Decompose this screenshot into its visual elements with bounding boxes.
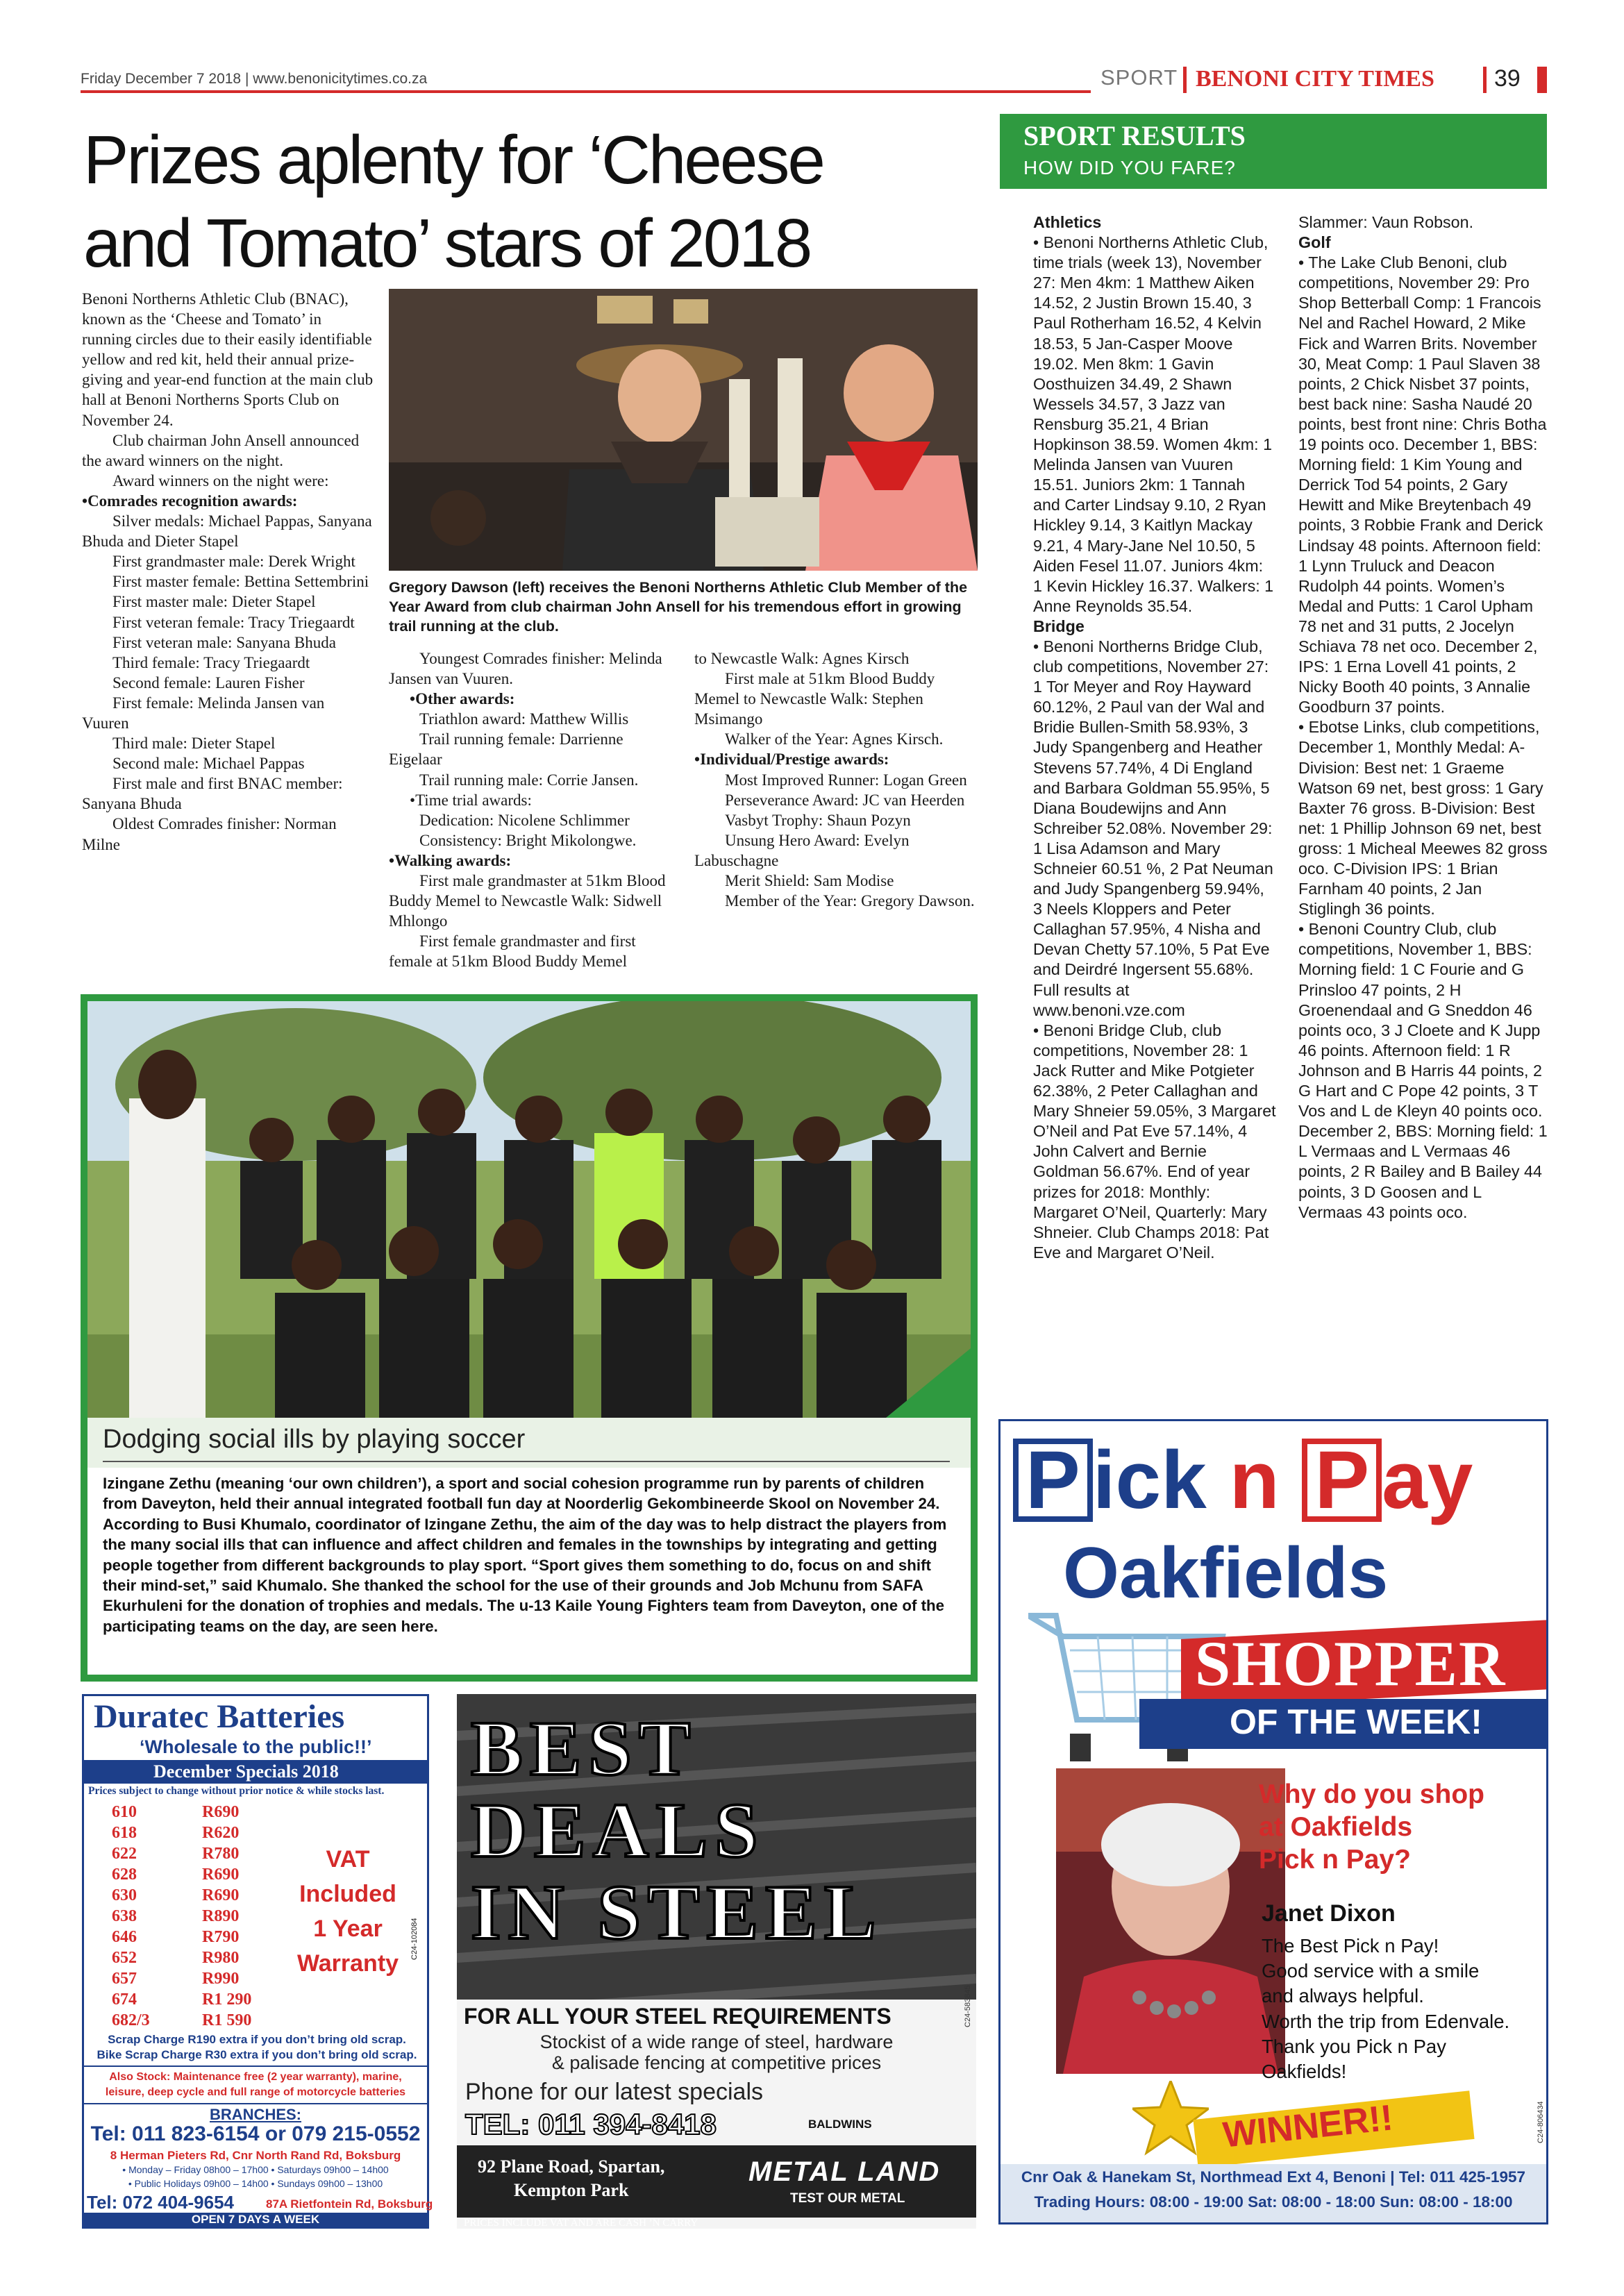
duratec-also: Also Stock: Maintenance free (2 year warranty), marine, leisure, deep cycle and full range of motorcycle batteries	[105, 2071, 406, 2098]
pnp-quote-line: Oakfields!	[1262, 2061, 1347, 2083]
story-intro: Benoni Northerns Athletic Club (BNAC), known as the ‘Cheese and Tomato’ in running circles due to their easily identifiable yellow and red kit, held their annual prize-giving and year-end function at the main club hall at Benoni Northerns Sports Club on November 24.	[82, 290, 374, 429]
award-item: First male grandmaster at 51km Blood Buddy Memel to Newcastle Walk: Sidwell Mhlongo	[389, 872, 666, 930]
award-item: Triathlon award: Matthew Willis	[419, 710, 629, 728]
pnp-hours: Trading Hours: 08:00 - 19:00 Sat: 08:00 - 18:00 Sun: 08:00 - 18:00	[1034, 2193, 1513, 2211]
pnp-logo-p1: P	[1013, 1439, 1093, 1522]
steel-stockist-1: Stockist of a wide range of steel, hardware	[539, 2031, 894, 2052]
award-heading: • Walking awards:	[389, 850, 673, 871]
pnp-quote-line: Good service with a smile	[1262, 1960, 1480, 1982]
duratec-price-row	[112, 2010, 278, 2031]
award-heading: • Individual/Prestige awards:	[694, 749, 979, 769]
award-item: Most Improved Runner: Logan Green	[725, 771, 967, 789]
award-item: Member of the Year: Gregory Dawson.	[725, 892, 975, 910]
battery-price: R620	[202, 1824, 240, 1842]
battery-code: 657	[112, 1970, 137, 1988]
battery-code: 646	[112, 1928, 137, 1946]
battery-price: R780	[202, 1845, 240, 1863]
steel-requirements: FOR ALL YOUR STEEL REQUIREMENTS	[464, 2004, 891, 2029]
award-item: First veteran male: Sanyana Bhuda	[112, 633, 336, 651]
award-photo-illustration	[389, 289, 978, 571]
pnp-logo-p2: P	[1302, 1439, 1382, 1522]
header-red-block	[1537, 67, 1547, 93]
pnp-week: OF THE WEEK!	[1230, 1702, 1482, 1741]
pnp-code: C24-806434	[1537, 2101, 1545, 2143]
scrap-line: Scrap Charge R190 extra if you don’t bring old scrap.	[108, 2033, 406, 2046]
pnp-question-line: Pick n Pay?	[1259, 1845, 1411, 1875]
vat-line: Included	[299, 1881, 396, 1907]
results-column-2	[1298, 212, 1548, 1223]
duratec-price-row	[112, 1968, 278, 1989]
page-number: 39	[1494, 65, 1521, 92]
award-item: First female grandmaster and first female at 51km Blood Buddy Memel	[389, 932, 636, 971]
duratec-price-row	[112, 1802, 278, 1822]
shopper-photo	[1056, 1768, 1285, 2074]
pnp-quote	[1262, 1934, 1509, 2084]
duratec-price-row	[112, 1843, 278, 1864]
steel-line: DEALS	[471, 1788, 765, 1874]
duratec-scrap	[87, 2032, 427, 2063]
duratec-price-row	[112, 1885, 278, 1906]
battery-code: 622	[112, 1845, 137, 1863]
header-date: Friday December 7 2018 | www.benonicitytimes.co.za	[81, 71, 428, 87]
header-rule	[81, 90, 1091, 93]
steel-address-line: 92 Plane Road, Spartan,	[478, 2156, 665, 2177]
pnp-shopper: SHOPPER	[1195, 1628, 1507, 1699]
steel-brand-top: BALDWINS	[808, 2118, 872, 2131]
award-heading: • Time trial awards:	[389, 790, 673, 810]
battery-price: R890	[202, 1907, 240, 1925]
steel-brand: METAL LAND	[748, 2156, 941, 2187]
story-column-2	[389, 648, 673, 972]
award-item: First master male: Dieter Stapel	[112, 593, 316, 611]
duratec-tagline: ‘Wholesale to the public!!’	[140, 1736, 372, 1757]
award-item: Vasbyt Trophy: Shaun Pozyn	[725, 811, 911, 829]
duratec-code: C24-102084	[410, 1918, 419, 1960]
duratec-price-list	[112, 1802, 278, 2031]
battery-price: R980	[202, 1949, 240, 1967]
pnp-question-line: Why do you shop	[1259, 1779, 1484, 1809]
pnp-address: Cnr Oak & Hanekam St, Northmead Ext 4, Benoni | Tel: 011 425-1957	[1021, 2168, 1526, 2186]
battery-code: 674	[112, 1991, 137, 2009]
award-item: Second female: Lauren Fisher	[112, 673, 305, 692]
pnp-logo-n: n	[1229, 1434, 1280, 1526]
pnp-quote-line: and always helpful.	[1262, 1985, 1424, 2007]
vat-line: 1 Year	[313, 1916, 383, 1942]
results-title: SPORT RESULTS	[1023, 120, 1246, 151]
steel-address	[478, 2155, 664, 2202]
award-item: First female: Melinda Jansen van Vuuren	[82, 694, 325, 732]
headline	[83, 118, 823, 285]
battery-price: R690	[202, 1886, 240, 1904]
header-divider	[1183, 67, 1187, 93]
results-entry: • Ebotse Links, club competitions, December 1, Monthly Medal: A-Division: Best net: 1 Graeme Watson 69 net, best gross: 1 Gary Baxter 76 gross. B-Division: Best net: 1 Phillip Johnson 69 net, best gross: 1 Micheal Meewes 82 gross oco. C-Division IPS: 1 Brian Farnham 40 points, 2 Jan Stiglingh 36 points.	[1298, 718, 1548, 919]
results-sport-heading: Bridge	[1033, 617, 1085, 635]
pnp-branch: Oakfields	[1063, 1533, 1389, 1614]
battery-code: 652	[112, 1949, 137, 1967]
duratec-hours-2: • Public Holidays 09h00 – 14h00 • Sundays 09h00 – 13h00	[128, 2178, 383, 2189]
duratec-name: Duratec Batteries	[94, 1698, 345, 1735]
pnp-quote-line: The Best Pick n Pay!	[1262, 1935, 1439, 1956]
steel-phone-label: Phone for our latest specials	[465, 2079, 764, 2105]
award-item: Trail running female: Darrienne Eigelaar	[389, 730, 623, 769]
results-entry: • Benoni Northerns Athletic Club, time trials (week 13), November 27: Men 4km: 1 Matthew Aiken 14.52, 2 Justin Brown 15.40, 3 Paul Rotherham 16.52, 4 Kelvin 18.53, 5 Jan-Casper Moove 19.02. Men 8km: 1 Gavin Oosthuizen 34.49, 2 Shawn Wessels 34.57, 3 Jazz van Rensburg 35.21, 4 Brian Hopkinson 38.59. Women 4km: 1 Melinda Jansen van Vuuren 15.51. Juniors 2km: 1 Tannah and Carter Lindsay 9.10, 2 Ryan Hickley 9.14, 3 Kaitlyn Mackay 9.21, 4 Mary-Jane Nel 10.50, 5 Aiden Fesel 11.07. Juniors 4km: 1 Kevin Hickley 16.37. Walkers: 1 Anne Reynolds 35.54.	[1033, 233, 1274, 615]
story-column-1	[82, 289, 374, 855]
results-entry: • Benoni Northerns Bridge Club, club competitions, November 27: 1 Tor Meyer and Roy Hayward 60.12%, 2 Paul van der Wal and Bridie Bullen-Smith 58.93%, 3 Judy Spangenberg and Heather Stevens 57.74%, 4 Di England and Barbara Goldman 55.95%, 5 Diana Boudewijns and Ann Schreiber 52.08%. November 29: 1 Lisa Adamson and Mary Schneier 60.51 %, 2 Pat Neuman and Judy Spangenberg 59.94%, 3 Neels Kloppers and Peter Callaghan 57.95%, 4 Nisha and Devan Chetty 57.10%, 5 Pat Eve and Deirdré Ingersent 55.68%. Full results at www.benoni.vze.com	[1033, 637, 1273, 1019]
vat-line: VAT	[326, 1846, 370, 1872]
steel-address-line: Kempton Park	[514, 2180, 629, 2200]
results-entry: Slammer: Vaun Robson.	[1298, 213, 1474, 231]
steel-headline	[471, 1708, 883, 1954]
battery-price: R990	[202, 1970, 240, 1988]
duratec-open: OPEN 7 DAYS A WEEK	[191, 2213, 320, 2226]
steel-prices: PRICES INCLUDE VAT AND ARE CASH ’N CARRY	[464, 2218, 698, 2229]
header-divider-2	[1483, 67, 1487, 93]
battery-price: R1 590	[202, 2011, 252, 2029]
duratec-price-row	[112, 1906, 278, 1927]
battery-price: R690	[202, 1803, 240, 1821]
battery-price: R690	[202, 1866, 240, 1884]
award-item: to Newcastle Walk: Agnes Kirsch	[694, 650, 910, 667]
results-subtitle: HOW DID YOU FARE?	[1023, 157, 1236, 178]
results-sport-heading: Athletics	[1033, 213, 1102, 231]
battery-code: 610	[112, 1803, 137, 1821]
pnp-question-line: at Oakfields	[1259, 1812, 1413, 1842]
award-item: First male and first BNAC member: Sanyana Bhuda	[82, 775, 343, 813]
results-entry: • The Lake Club Benoni, club competitions, November 29: Pro Shop Betterball Comp: 1 Francois Nel and Rachel Howard, 2 Mike Fick and Warren Brits. November 30, Meat Comp: 1 Paul Slaven 38 points, 2 Chick Nisbet 37 points, best back nine: Sasha Naudé 20 points, best front nine: Chris Botha 19 points oco. December 1, BBS: Morning field: 1 Kim Young and Derrick Tod 54 points, 2 Gary Hewitt and Mike Breytenbach 49 points, 3 Robbie Frank and Derick Lindsay 48 points. Afternoon field: 1 Lynn Truluck and Deacon Rudolph 44 points. Women’s Medal and Putts: 1 Carol Upham 78 net and 31 putts, 2 Jocelyn Schiava 78 net oco. December 2, IPS: 1 Erna Lovell 41 points, 2 Nicky Booth 40 points, 3 Annalie Goodburn 37 points.	[1298, 253, 1547, 717]
award-item: Dedication: Nicolene Schlimmer	[419, 811, 630, 829]
pnp-question	[1259, 1778, 1484, 1876]
soccer-caption: Izingane Zethu (meaning ‘our own children’), a sport and social cohesion programme run by parents of children from Daveyton, held their annual integrated football fun day at Noorderlig Gekombineerde Skool on November 24. According to Busi Khumalo, coordinator of Izingane Zethu, the aim of the day was to help distract the players from the many social ills that can influence and affect children and females in the townships by integrating and getting people together from different backgrounds to play sport. “Sport gives them something to do, focus on and shift their mind-set,” said Khumalo. She thanked the school for the use of their grounds and Job Mchunu from SAFA Ekurhuleni for the donation of trophies and medals. The u-13 Kaile Young Fighters team from Daveyton, one of the participating teams on the day, are seen here.	[103, 1475, 947, 1635]
award-item: Third female: Tracy Triegaardt	[112, 653, 310, 671]
pnp-ad	[998, 1419, 1548, 2224]
duratec-price-row	[112, 1927, 278, 1947]
pnp-quote-line: Thank you Pick n Pay	[1262, 2035, 1446, 2057]
duratec-address-1: 8 Herman Pieters Rd, Cnr North Rand Rd, Boksburg	[110, 2149, 401, 2162]
soccer-photo-illustration	[87, 1001, 971, 1418]
steel-brand-sub: TEST OUR METAL	[790, 2191, 905, 2206]
story-paragraph: Club chairman John Ansell announced the award winners on the night.	[82, 431, 360, 469]
steel-tel: TEL: 011 394-8418	[465, 2108, 717, 2140]
award-item: Perseverance Award: JC van Heerden	[725, 791, 965, 809]
headline-line-2: and Tomato’ stars of 2018	[83, 205, 811, 281]
duratec-branches: BRANCHES:	[210, 2106, 301, 2123]
steel-ad	[457, 1694, 976, 2229]
results-entry: • Benoni Country Club, club competitions, November 1, BBS: Morning field: 1 C Fourie and G Prinsloo 47 points, 2 H Groenendaal and G Sneddon 46 points oco, 3 J Cloete and K Jupp 46 points. Afternoon field: 1 R Johnson and B Harris 44 points, 2 G Hart and C Pope 42 points, 3 T Vos and L de Kleyn 40 points oco. December 2, BBS: Morning field: 1 L Vermaas and L Vermaas 46 points, 2 R Bailey and B Bailey 44 points, 3 D Goosen and L Vermaas 43 points oco.	[1298, 920, 1548, 1221]
story-paragraph: Award winners on the night were:	[112, 471, 329, 489]
award-photo-caption: Gregory Dawson (left) receives the Benoni Northerns Athletic Club Member of the Year Award from club chairman John Ansell for his tremendous effort in growing trail running at the club.	[389, 579, 968, 635]
duratec-vat	[278, 1842, 417, 1981]
header-paper-name: BENONI CITY TIMES	[1196, 66, 1434, 92]
duratec-hours-1: • Monday – Friday 08h00 – 17h00 • Saturdays 09h00 – 14h00	[122, 2164, 389, 2175]
award-item: Unsung Hero Award: Evelyn Labuschagne	[694, 831, 910, 869]
results-entry: • Benoni Bridge Club, club competitions, November 28: 1 Jack Rutter and Mike Potgieter 62.38%, 2 Peter Callaghan and Mary Shneier 59.05%, 3 Margaret O’Neil and Pat Eve 57.14%, 4 John Calvert and Bernie Goldman 56.67%. End of year prizes for 2018: Monthly: Margaret O’Neil, Quarterly: Mary Shneier. Club Champs 2018: Pat Eve and Margaret O’Neil.	[1033, 1021, 1276, 1262]
header-section: SPORT	[1100, 65, 1178, 90]
duratec-address-2: 87A Rietfontein Rd, Boksburg	[266, 2197, 433, 2211]
battery-price: R1 290	[202, 1991, 252, 2009]
award-item: First veteran female: Tracy Triegaardt	[112, 613, 355, 631]
duratec-specials: December Specials 2018	[153, 1761, 339, 1782]
duratec-tel-2: Tel: 072 404-9654	[87, 2192, 234, 2213]
headline-line-1: Prizes aplenty for ‘Cheese	[83, 121, 823, 198]
duratec-divider	[84, 2103, 427, 2104]
duratec-price-row	[112, 1947, 278, 1968]
award-item: Youngest Comrades finisher: Melinda Jansen van Vuuren.	[389, 650, 662, 688]
battery-code: 630	[112, 1886, 137, 1904]
battery-code: 682/3	[112, 2011, 150, 2029]
results-column-1	[1033, 212, 1276, 1263]
award-photo	[389, 289, 978, 571]
award-heading: • Other awards:	[389, 689, 673, 709]
duratec-price-row	[112, 1822, 278, 1843]
soccer-photo	[87, 1001, 971, 1418]
award-item: Second male: Michael Pappas	[112, 755, 305, 773]
duratec-ad	[82, 1694, 433, 2229]
award-item: First grandmaster male: Derek Wright	[112, 553, 355, 571]
soccer-title-rule	[103, 1461, 950, 1462]
award-item: First male at 51km Blood Buddy Memel to Newcastle Walk: Stephen Msimango	[694, 670, 935, 728]
results-sport-heading: Golf	[1298, 233, 1331, 252]
award-heading: • Comrades recognition awards:	[82, 491, 374, 511]
vat-line: Warranty	[296, 1950, 399, 1977]
award-item: Merit Shield: Sam Modise	[725, 872, 894, 890]
steel-stockist-2: & palisade fencing at competitive prices	[551, 2052, 882, 2073]
shopper-photo-illustration	[1056, 1768, 1285, 2074]
pnp-shopper-name: Janet Dixon	[1262, 1900, 1396, 1927]
pnp-winner: WINNER!!	[1221, 2097, 1395, 2156]
steel-line: IN STEEL	[471, 1870, 883, 1956]
award-item: First master female: Bettina Settembrini	[112, 573, 369, 591]
award-item: Trail running male: Corrie Jansen.	[419, 771, 639, 789]
scrap-line: Bike Scrap Charge R30 extra if you don’t bring old scrap.	[97, 2048, 417, 2061]
award-item: Consistency: Bright Mikolongwe.	[419, 831, 637, 849]
battery-price: R790	[202, 1928, 240, 1946]
award-item: Walker of the Year: Agnes Kirsch.	[725, 730, 944, 748]
pnp-logo	[1013, 1435, 1473, 1525]
award-item: Third male: Dieter Stapel	[112, 735, 276, 753]
award-item: Oldest Comrades finisher: Norman Milne	[82, 815, 337, 853]
battery-code: 618	[112, 1824, 137, 1842]
steel-line: BEST	[471, 1706, 698, 1792]
story-column-3	[694, 648, 979, 911]
battery-code: 628	[112, 1866, 137, 1884]
duratec-tel-1: Tel: 011 823-6154 or 079 215-0552	[90, 2122, 421, 2145]
duratec-divider	[84, 2065, 427, 2067]
soccer-title: Dodging social ills by playing soccer	[103, 1425, 526, 1454]
pnp-quote-line: Worth the trip from Edenvale.	[1262, 2010, 1510, 2032]
pnp-logo-ick: ick	[1092, 1434, 1207, 1526]
duratec-notice: Prices subject to change without prior notice & while stocks last.	[88, 1785, 385, 1797]
soccer-box	[81, 994, 978, 1682]
pnp-logo-ay: ay	[1382, 1434, 1473, 1526]
duratec-price-row	[112, 1989, 278, 2010]
battery-code: 638	[112, 1907, 137, 1925]
steel-code: C24-583845	[964, 1985, 972, 2027]
duratec-price-row	[112, 1864, 278, 1885]
award-item: Silver medals: Michael Pappas, Sanyana Bhuda and Dieter Stapel	[82, 512, 372, 551]
